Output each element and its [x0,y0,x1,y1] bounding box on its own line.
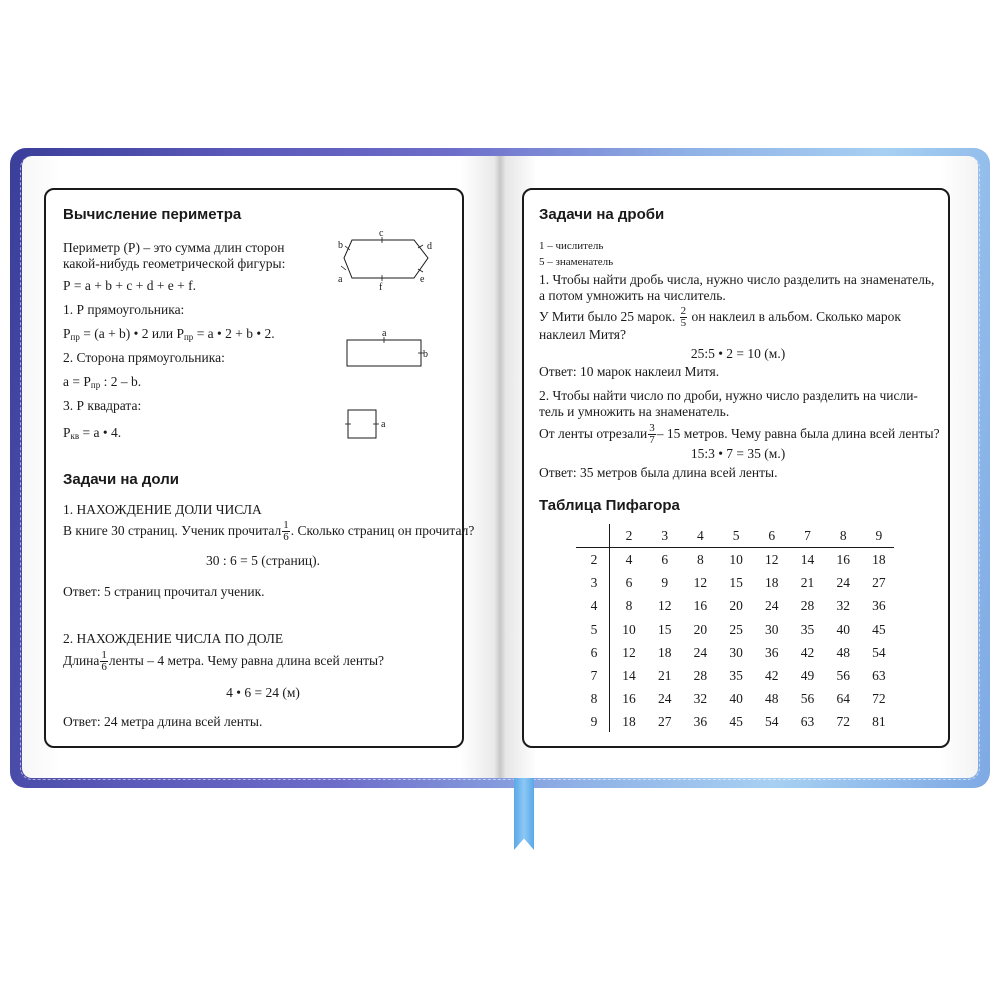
pythagoras-vertical-rule [609,524,610,732]
pythagoras-cell: 21 [800,575,815,591]
hex-label-d: d [427,241,432,252]
fraction-task-1: У Мити было 25 марок. $\frac{2}{5}$ он наклеил в альбом. Сколько марок [539,305,901,330]
fraction-rule-2b: тель и умножить на знаменатель. [539,404,730,419]
fraction-answer-1: Ответ: 10 марок наклеил Митя. [539,364,720,379]
pythagoras-cell: 18 [622,714,636,730]
pythagoras-cell: 24 [693,644,708,660]
perimeter-definition-2: какой-нибудь геометрической фигуры: [63,256,286,271]
pythagoras-cell: 18 [872,552,886,567]
fraction-rule-1a: 1. Чтобы найти дробь числа, нужно число разделить на знаменатель, [539,272,935,287]
rect-label-b: b [423,349,428,360]
pythagoras-cell: 8 [625,598,633,614]
pythagoras-row-header: 9 [590,714,598,730]
share-of-number-heading: 1. НАХОЖДЕНИЕ ДОЛИ ЧИСЛА [63,502,262,517]
pythagoras-cell: 27 [657,714,672,730]
pythagoras-cell: 25 [729,621,743,637]
pythagoras-cell: 35 [729,668,743,683]
pythagoras-cell: 4 [625,552,633,567]
pythagoras-cell: 32 [836,598,850,614]
pythagoras-cell: 14 [622,668,636,683]
share-of-number-calc: 30 : 6 = 5 (страниц). [205,553,321,568]
square-perimeter-formula: $Р_{кв} = a$ • 4. [63,425,122,441]
hex-label-f: f [379,282,383,293]
pythagoras-cell: 21 [657,668,672,683]
pythagoras-col-header: 6 [768,528,776,543]
pythagoras-col-header: 2 [625,528,633,543]
pythagoras-row-header: 3 [590,575,598,591]
pythagoras-cell: 14 [800,552,815,567]
pythagoras-cell: 30 [765,621,779,637]
pythagoras-cell: 49 [800,668,815,683]
pythagoras-col-header: 9 [875,528,883,543]
pythagoras-cell: 40 [729,691,743,707]
pythagoras-col-header: 8 [839,528,847,543]
pythagoras-cell: 12 [765,552,779,567]
fractions-title: Задачи на дроби [539,206,665,223]
pythagoras-cell: 16 [836,552,850,567]
fraction-three-sevenths: $\frac{3}{7}$ [649,422,655,447]
fraction-two-fifths: $\frac{2}{5}$ [680,305,687,330]
pythagoras-cell: 30 [729,644,743,660]
pythagoras-cell: 63 [872,668,886,683]
pythagoras-cell: 40 [836,621,850,637]
fraction-rule-2a: 2. Чтобы найти число по дроби, нужно число разделить на числи- [539,388,918,403]
pythagoras-row-header: 6 [590,644,598,660]
pythagoras-cell: 10 [729,552,743,567]
perimeter-definition-1: Периметр (Р) – это сумма длин сторон [63,240,285,255]
pythagoras-horizontal-rule [576,547,894,548]
pythagoras-cell: 28 [693,668,708,683]
fraction-answer-2: Ответ: 35 метров была длина всей ленты. [539,465,778,480]
hexagon-diagram [330,226,440,296]
fraction-one-sixth: $\frac{1}{6}$ [283,519,289,544]
pythagoras-cell: 72 [872,691,886,707]
hex-label-c: c [379,228,384,239]
pythagoras-row-header: 5 [590,621,598,637]
pythagoras-cell: 45 [729,714,743,730]
pythagoras-cell: 16 [622,691,636,707]
fraction-task-2: От ленты отрезали $\frac{3}{7}$ – 15 метров. Чему равна была длина всей ленты? [539,422,940,447]
pythagoras-cell: 72 [836,714,850,730]
pythagoras-row-header: 7 [590,668,598,683]
fraction-task-1-cont: наклеил Митя? [539,327,626,342]
share-of-number-answer: Ответ: 5 страниц прочитал ученик. [63,584,265,599]
pythagoras-cell: 45 [872,621,886,637]
pythagoras-cell: 15 [729,575,743,591]
pythagoras-cell: 18 [765,575,779,591]
pythagoras-cell: 28 [800,598,815,614]
pythagoras-row-header: 4 [590,598,598,614]
pythagoras-cell: 42 [765,668,779,683]
pythagoras-cell: 42 [800,644,815,660]
pythagoras-cell: 54 [765,714,779,730]
pythagoras-cell: 56 [836,668,850,683]
pythagoras-title: Таблица Пифагора [539,497,680,514]
pythagoras-cell: 24 [765,598,779,614]
book-spine [494,156,506,778]
rect-side-heading: 2. Сторона прямоугольника: [63,350,225,365]
rect-label-a: a [382,328,387,339]
pythagoras-col-header: 5 [732,528,740,543]
pythagoras-cell: 36 [765,644,779,660]
number-by-share-task: Длина $\frac{1}{6}$ ленты – 4 метра. Чему равна длина всей ленты? [63,649,385,674]
perimeter-formula: Р = a + b + c + d + e + f. [63,278,197,293]
pythagoras-cell: 8 [697,552,704,567]
pythagoras-cell: 20 [693,621,708,637]
pythagoras-cell: 36 [693,714,708,730]
pythagoras-cell: 10 [622,621,636,637]
pythagoras-cell: 6 [625,575,633,591]
pythagoras-cell: 36 [872,598,886,614]
pythagoras-cell: 12 [657,598,672,614]
fraction-one-sixth-2: $\frac{1}{6}$ [101,649,107,674]
pythagoras-cell: 56 [800,691,815,707]
square-label-a: a [381,419,386,430]
pythagoras-cell: 27 [872,575,886,591]
pythagoras-cell: 48 [765,691,779,707]
pythagoras-cell: 54 [872,644,886,660]
square-perimeter-heading: 3. Р квадрата: [63,398,142,413]
fraction-calc-1: 25:5 • 2 = 10 (м.) [690,346,786,361]
fraction-calc-2: 15:3 • 7 = 35 (м.) [690,446,786,461]
bookmark-ribbon[interactable] [514,778,534,850]
pythagoras-cell: 35 [800,621,815,637]
rect-perimeter-heading: 1. Р прямоугольника: [63,302,185,317]
pythagoras-cell: 12 [622,644,636,660]
pythagoras-col-header: 7 [804,528,811,543]
shares-title: Задачи на доли [63,471,179,488]
rect-perimeter-formula: $Р_{пр} = (a + b)$ • 2 или $Р_{пр} = a$ • 2 + b • 2. [63,326,275,342]
pythagoras-row-header: 8 [590,691,598,707]
hex-label-e: e [420,274,425,285]
pythagoras-cell: 12 [693,575,708,591]
hex-label-b: b [338,240,343,251]
number-by-share-heading: 2. НАХОЖДЕНИЕ ЧИСЛА ПО ДОЛЕ [63,631,284,646]
pythagoras-cell: 24 [836,575,850,591]
square-diagram [340,404,400,444]
hex-label-a: a [338,274,343,285]
pythagoras-col-header: 3 [661,528,669,543]
pythagoras-cell: 64 [836,691,850,707]
pythagoras-cell: 63 [800,714,815,730]
pythagoras-cell: 18 [657,644,672,660]
rectangle-diagram [340,326,440,372]
pythagoras-cell: 9 [661,575,669,591]
fraction-rule-1b: а потом умножить на числитель. [539,288,726,303]
pythagoras-cell: 16 [693,598,708,614]
number-by-share-answer: Ответ: 24 метра длина всей ленты. [63,714,263,729]
pythagoras-cell: 81 [872,714,886,730]
number-by-share-calc: 4 • 6 = 24 (м) [226,685,300,700]
pythagoras-cell: 15 [657,621,672,637]
numerator-label: 1 – числитель [539,240,604,252]
pythagoras-col-header: 4 [697,528,704,543]
rect-side-formula: $a = Р_{пр}$ : 2 – b. [63,374,142,390]
perimeter-title: Вычисление периметра [63,206,242,223]
pythagoras-cell: 6 [661,552,669,567]
pythagoras-cell: 32 [693,691,708,707]
pythagoras-row-header: 2 [590,552,598,567]
pythagoras-cell: 24 [657,691,672,707]
pythagoras-cell: 20 [729,598,743,614]
denominator-label: 5 – знаменатель [539,256,614,268]
pythagoras-cell: 48 [836,644,850,660]
share-of-number-task: В книге 30 страниц. Ученик прочитал $\frac{1}{6}$ . Сколько страниц он прочитал? [63,519,475,544]
